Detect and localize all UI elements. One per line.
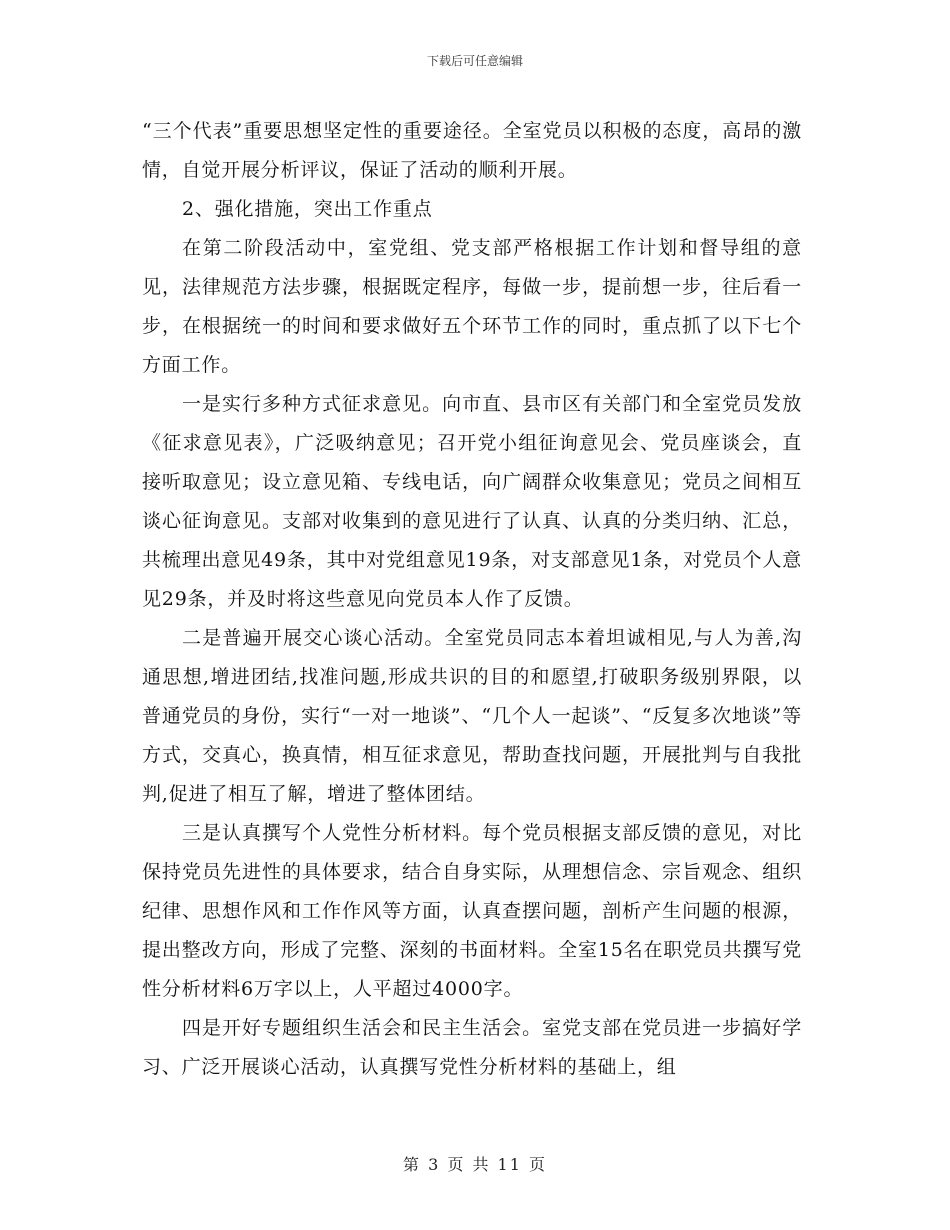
- paragraph-heart-to-heart: 二是普遍开展交心谈心活动。全室党员同志本着坦诚相见,与人为善,沟通思想,增进团结,找准问题,形成共识的目的和愿望,打破职务级别界限，以普通党员的身份，实行“一对一地谈”、“几个人一起谈”、“反复多次地谈”等方式，交真心，换真情，相互征求意见，帮助查找问题，开展批判与自我批判,促进了相互了解，增进了整体团结。: [142, 627, 802, 805]
- paragraph-party-analysis: 三是认真撰写个人党性分析材料。每个党员根据支部反馈的意见，对比保持党员先进性的具体要求，结合自身实际，从理想信念、宗旨观念、组织纪律、思想作风和工作作风等方面，认真查摆问题，剖析产生问题的根源，提出整改方向，形成了完整、深刻的书面材料。全室15名在职党员共撰写党性分析材料6万字以上，人平超过4000字。: [142, 822, 802, 1000]
- paragraph-second-stage: 在第二阶段活动中，室党组、党支部严格根据工作计划和督导组的意见，法律规范方法步骤，根据既定程序，每做一步，提前想一步，往后看一步，在根据统一的时间和要求做好五个环节工作的同时，重点抓了以下七个方面工作。: [142, 237, 802, 376]
- page-number: 第 3 页 共 11 页: [403, 1155, 547, 1174]
- section-heading: 2、强化措施，突出工作重点: [182, 198, 433, 220]
- document-body: [142, 112, 802, 1087]
- paragraph-continuation: “三个代表”重要思想坚定性的重要途径。全室党员以积极的态度，高昂的激情，自觉开展分析评议，保证了活动的顺利开展。: [142, 120, 802, 181]
- paragraph-solicit-opinions: 一是实行多种方式征求意见。向市直、县市区有关部门和全室党员发放《征求意见表》，广泛吸纳意见；召开党小组征询意见会、党员座谈会，直接听取意见；设立意见箱、专线电话，向广阔群众收集意见；党员之间相互谈心征询意见。支部对收集到的意见进行了认真、认真的分类归纳、汇总，共梳理出意见49条，其中对党组意见19条，对支部意见1条，对党员个人意见29条，并及时将这些意见向党员本人作了反馈。: [142, 393, 802, 610]
- page-header-note: 下载后可任意编辑: [426, 54, 523, 68]
- paragraph-life-meeting: 四是开好专题组织生活会和民主生活会。室党支部在党员进一步搞好学习、广泛开展谈心活动，认真撰写党性分析材料的基础上，组: [142, 1017, 802, 1078]
